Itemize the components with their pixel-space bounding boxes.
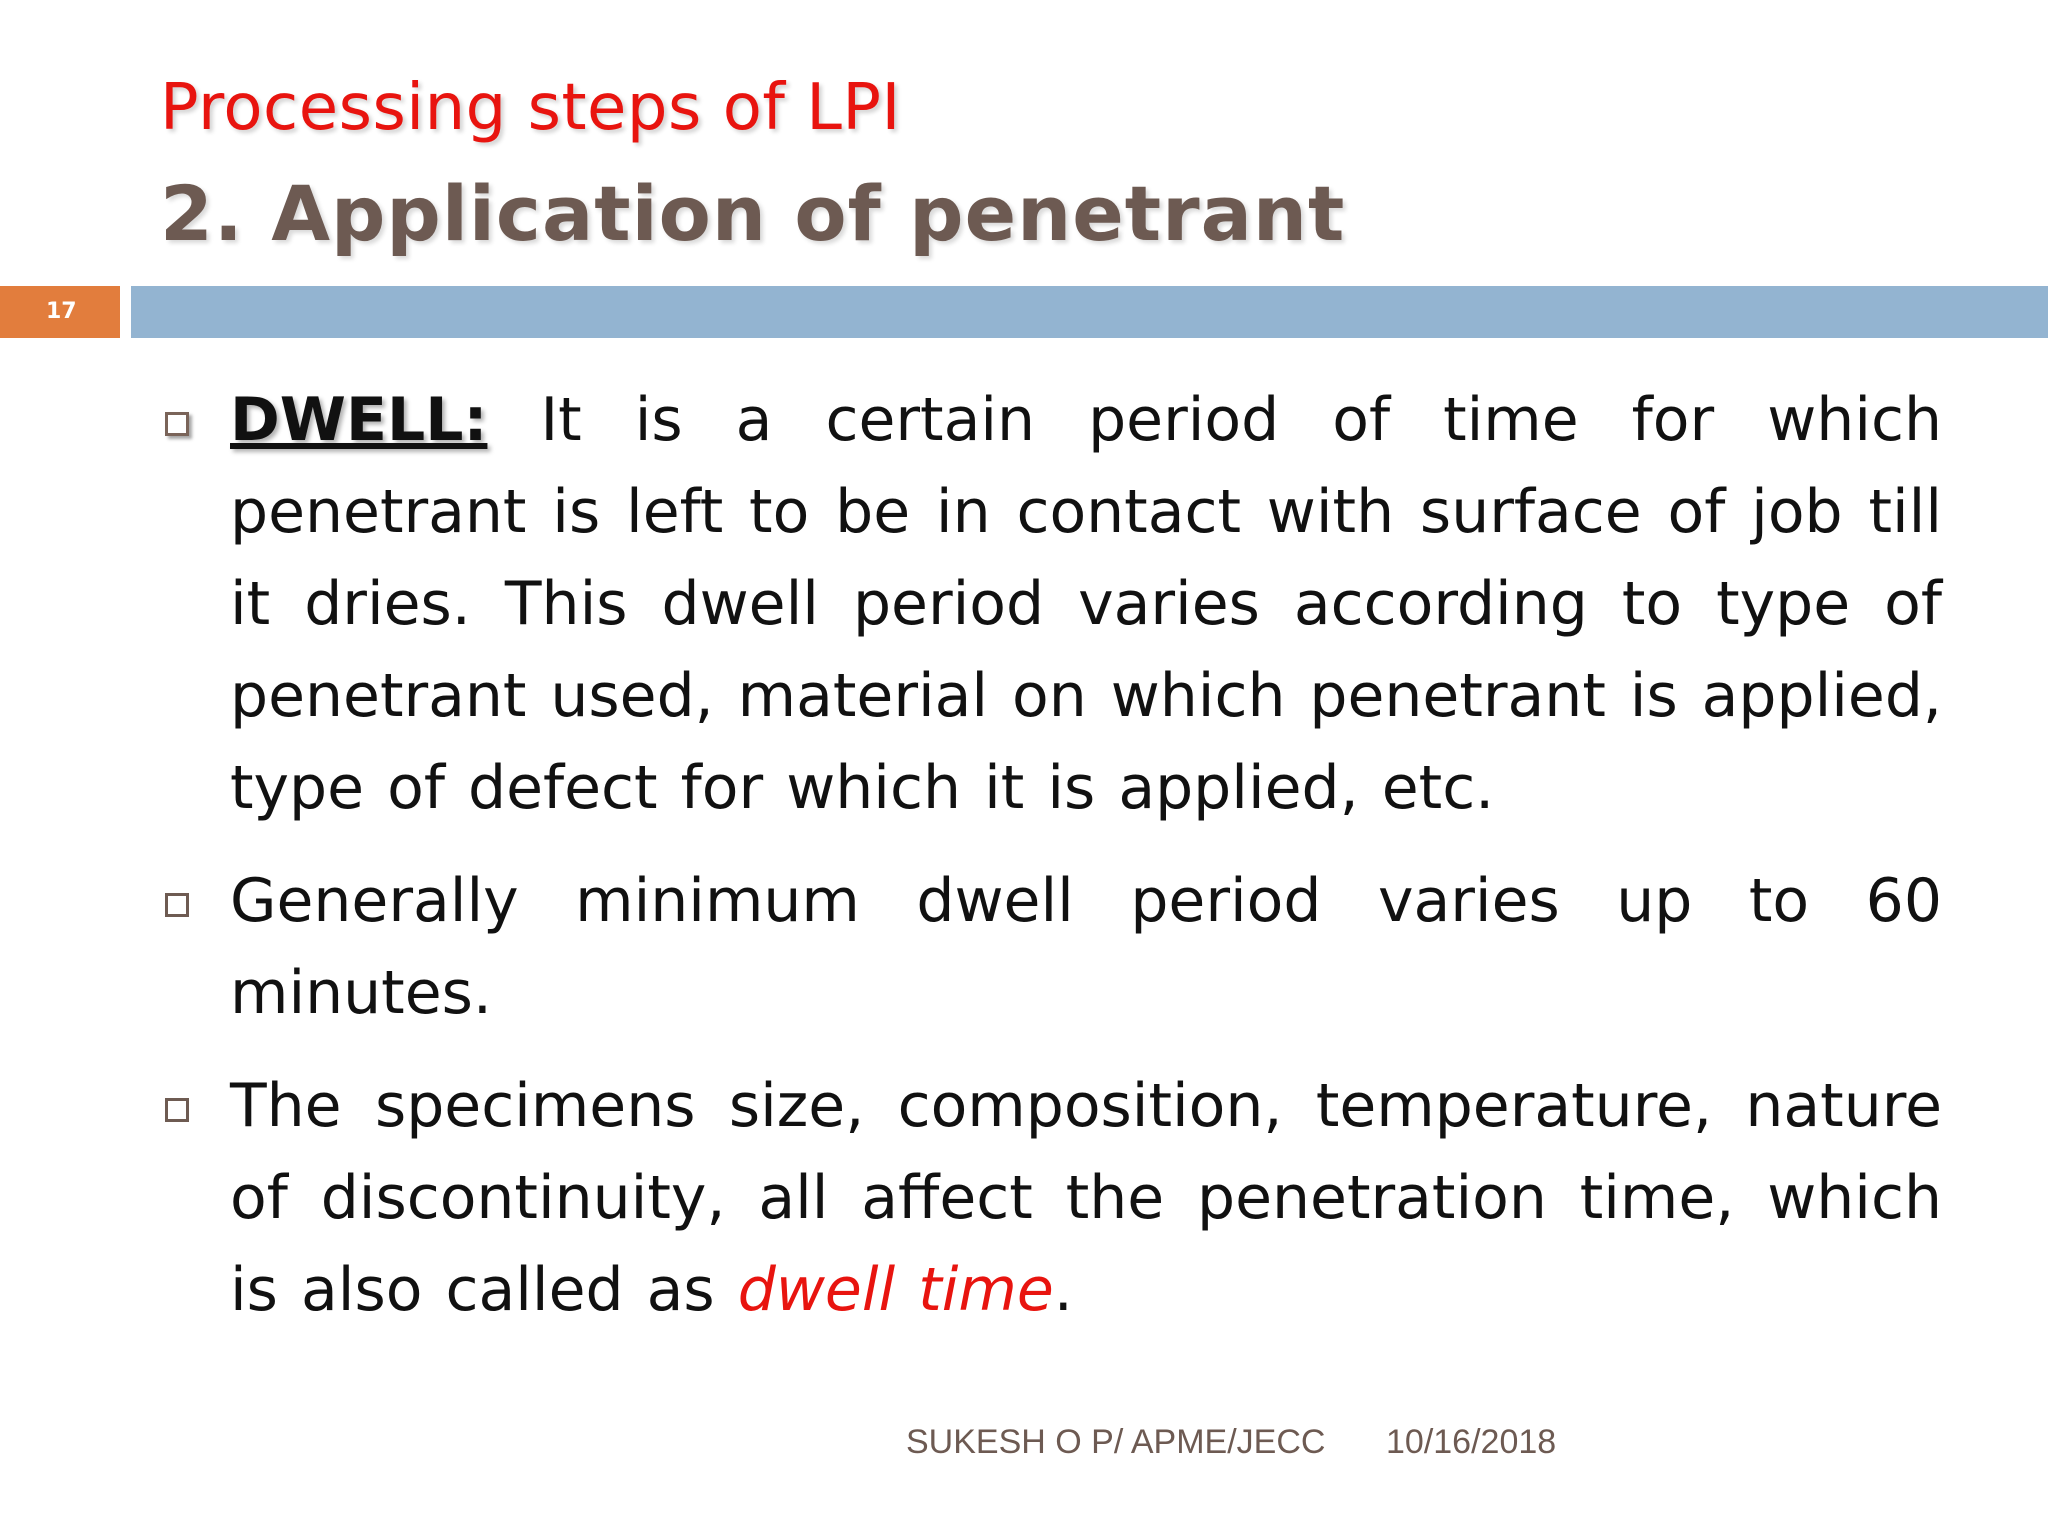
dwell-definition: It is a certain period of time for which penetrant is left to be in contact with surface of job till it dries. This dwell period varies according to type of penetrant used, material on which penetrant is applied, type of defect for which it is applied, etc. — [230, 385, 1942, 823]
bullet-item-specimen-factors — [230, 1060, 1942, 1336]
dwell-term: DWELL: — [230, 385, 488, 455]
bullet-square-icon — [165, 412, 189, 436]
header-divider-bar — [131, 286, 2048, 338]
footer-date: 10/16/2018 — [1386, 1423, 1557, 1461]
slide-title-heading: 2. Application of penetrant — [160, 169, 1346, 258]
dwell-time-emphasis: dwell time — [737, 1255, 1054, 1325]
sentence-end: . — [1053, 1255, 1073, 1325]
bullet-item-dwell — [230, 374, 1942, 834]
specimen-factors-text: The specimens size, composition, temperature, nature of discontinuity, all affect the penetration time, which is also called as — [230, 1071, 1942, 1325]
bullet-square-icon — [165, 1098, 189, 1122]
footer-author: SUKESH O P/ APME/JECC — [906, 1423, 1326, 1461]
minimum-dwell-text: Generally minimum dwell period varies up to 60 minutes. — [230, 866, 1942, 1028]
slide-title-topic: Processing steps of LPI — [160, 71, 901, 145]
bullet-square-icon — [165, 893, 189, 917]
bullet-item-minimum-dwell — [230, 855, 1942, 1039]
slide-number-badge: 17 — [0, 286, 120, 338]
